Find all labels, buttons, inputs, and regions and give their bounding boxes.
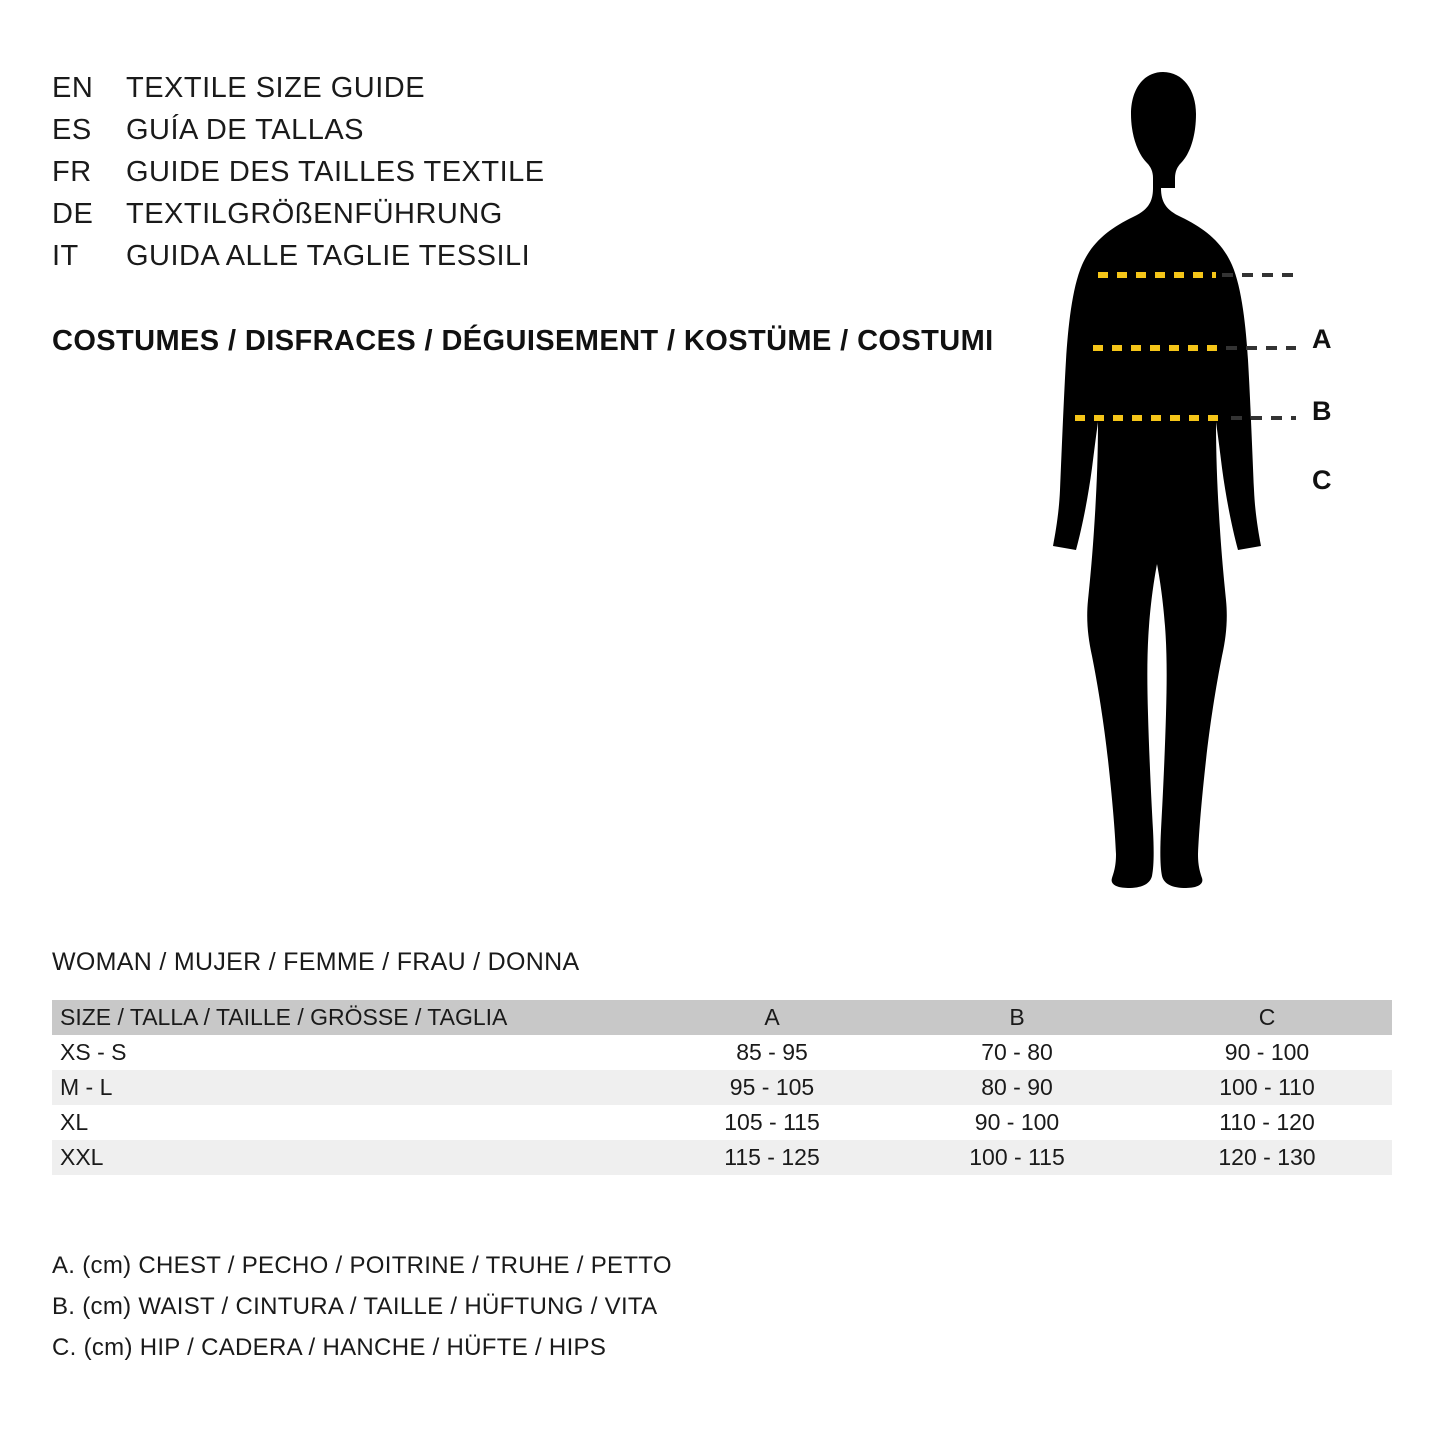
marker-label-a: A	[1312, 324, 1332, 354]
cell-b: 70 - 80	[981, 1039, 1053, 1065]
header-size: SIZE / TALLA / TAILLE / GRÖSSE / TAGLIA	[60, 1004, 508, 1030]
header-b: B	[1009, 1004, 1025, 1030]
language-row-de	[52, 198, 972, 240]
header-a: A	[764, 1004, 780, 1030]
table-header-row	[52, 1000, 1392, 1035]
language-text-en: TEXTILE SIZE GUIDE	[126, 72, 426, 104]
size-table	[52, 1000, 1392, 1175]
legend-line-a: A. (cm) CHEST / PECHO / POITRINE / TRUHE / PETTO	[52, 1252, 672, 1279]
cell-size: XXL	[60, 1144, 104, 1170]
cell-size: XS - S	[60, 1039, 127, 1065]
cell-a: 115 - 125	[724, 1144, 820, 1170]
table-caption: WOMAN / MUJER / FEMME / FRAU / DONNA	[52, 948, 580, 976]
language-row-en	[52, 72, 972, 114]
language-text-de: TEXTILGRÖßENFÜHRUNG	[126, 198, 503, 230]
page-subtitle: COSTUMES / DISFRACES / DÉGUISEMENT / KOSTÜME / COSTUMI	[52, 325, 994, 357]
cell-b: 80 - 90	[981, 1074, 1053, 1100]
cell-b: 100 - 115	[969, 1144, 1065, 1170]
language-row-it	[52, 240, 972, 282]
table-header	[52, 1000, 1392, 1035]
language-row-es	[52, 114, 972, 156]
cell-a: 105 - 115	[724, 1109, 820, 1135]
language-code-fr: FR	[52, 156, 92, 188]
cell-b: 90 - 100	[974, 1109, 1060, 1135]
language-title-list	[52, 72, 972, 282]
table-body	[52, 1035, 1392, 1175]
cell-a: 85 - 95	[736, 1039, 808, 1065]
cell-size: XL	[60, 1109, 89, 1135]
silhouette-icon	[1020, 60, 1400, 890]
language-code-it: IT	[52, 240, 79, 272]
cell-c: 110 - 120	[1219, 1109, 1315, 1135]
marker-label-c: C	[1312, 465, 1332, 495]
table-row	[52, 1035, 1392, 1070]
cell-c: 90 - 100	[1224, 1039, 1310, 1065]
language-text-fr: GUIDE DES TAILLES TEXTILE	[126, 156, 545, 188]
language-text-it: GUIDA ALLE TAGLIE TESSILI	[126, 240, 531, 272]
table-row	[52, 1070, 1392, 1105]
language-code-es: ES	[52, 114, 92, 146]
cell-size: M - L	[60, 1074, 113, 1100]
language-code-de: DE	[52, 198, 94, 230]
language-code-en: EN	[52, 72, 94, 104]
legend-line-b: B. (cm) WAIST / CINTURA / TAILLE / HÜFTUNG / VITA	[52, 1293, 658, 1320]
female-silhouette-figure	[1020, 60, 1400, 890]
cell-c: 100 - 110	[1219, 1074, 1315, 1100]
cell-c: 120 - 130	[1218, 1144, 1316, 1170]
legend-line-c: C. (cm) HIP / CADERA / HANCHE / HÜFTE / HIPS	[52, 1334, 607, 1361]
cell-a: 95 - 105	[729, 1074, 815, 1100]
table-row	[52, 1140, 1392, 1175]
measurement-legend	[52, 1245, 672, 1368]
language-text-es: GUÍA DE TALLAS	[126, 114, 365, 146]
table-row	[52, 1105, 1392, 1140]
marker-label-b: B	[1312, 396, 1332, 426]
language-row-fr	[52, 156, 972, 198]
header-c: C	[1258, 1004, 1276, 1030]
